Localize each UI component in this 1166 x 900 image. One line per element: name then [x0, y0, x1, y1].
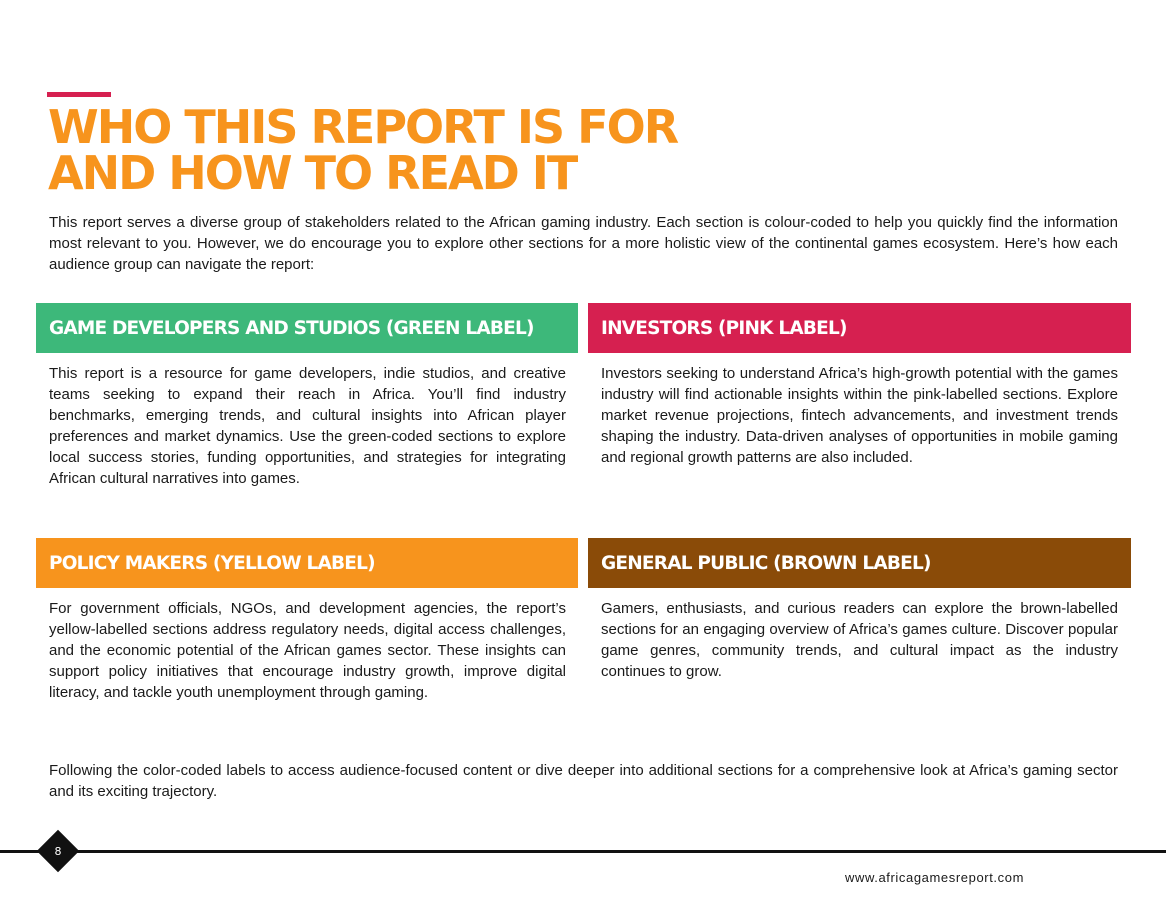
footer-divider	[0, 850, 1166, 853]
section-label-general-public: GENERAL PUBLIC (BROWN LABEL)	[601, 552, 931, 574]
section-header-game-developers	[36, 303, 578, 353]
section-label-policy-makers: POLICY MAKERS (YELLOW LABEL)	[49, 552, 375, 574]
section-label-game-developers: GAME DEVELOPERS AND STUDIOS (GREEN LABEL)	[49, 317, 534, 339]
section-label-investors: INVESTORS (PINK LABEL)	[601, 317, 847, 339]
page-title	[48, 100, 678, 200]
title-accent-bar	[47, 92, 111, 97]
page-number: 8	[54, 844, 62, 858]
section-header-investors	[588, 303, 1131, 353]
section-body-policy-makers: For government officials, NGOs, and development agencies, the report’s yellow-labelled sections address regulatory needs, digital access challenges, and the economic potential of the African games sector. These insights can support policy initiatives that encourage industry growth, improve digital literacy, and tackle youth unemployment through gaming.	[49, 600, 566, 701]
section-body-game-developers: This report is a resource for game developers, indie studios, and creative teams seeking to expand their reach in Africa. You’ll find industry benchmarks, emerging trends, and cultural insights into African player preferences and market dynamics. Use the green-coded sections to explore local success stories, funding opportunities, and strategies for integrating African cultural narratives into games.	[49, 365, 566, 487]
intro-paragraph: This report serves a diverse group of stakeholders related to the African gaming industry. Each section is colour-coded to help you quickly find the information most relevant to you. However, we do encourage you to explore other sections for a more holistic view of the continental games ecosystem. Here’s how each audience group can navigate the report:	[49, 214, 1118, 273]
section-body-general-public: Gamers, enthusiasts, and curious readers can explore the brown-labelled sections for an engaging overview of Africa’s games culture. Discover popular game genres, community trends, and cultural impact as the industry continues to grow.	[601, 600, 1118, 680]
section-body-investors: Investors seeking to understand Africa’s high-growth potential with the games industry will find actionable insights within the pink-labelled sections. Explore market revenue projections, fintech advancements, and investment trends shaping the industry. Data-driven analyses of opportunities in mobile gaming and regional growth patterns are also included.	[601, 365, 1118, 466]
page-title-line-2: AND HOW TO READ IT	[48, 146, 577, 200]
footer-url: www.africagamesreport.com	[845, 870, 1024, 885]
page-title-line-1: WHO THIS REPORT IS FOR	[48, 100, 678, 154]
section-header-general-public	[588, 538, 1131, 588]
closing-paragraph: Following the color-coded labels to access audience-focused content or dive deeper into additional sections for a comprehensive look at Africa’s gaming sector and its exciting trajectory.	[49, 762, 1118, 800]
section-header-policy-makers	[36, 538, 578, 588]
